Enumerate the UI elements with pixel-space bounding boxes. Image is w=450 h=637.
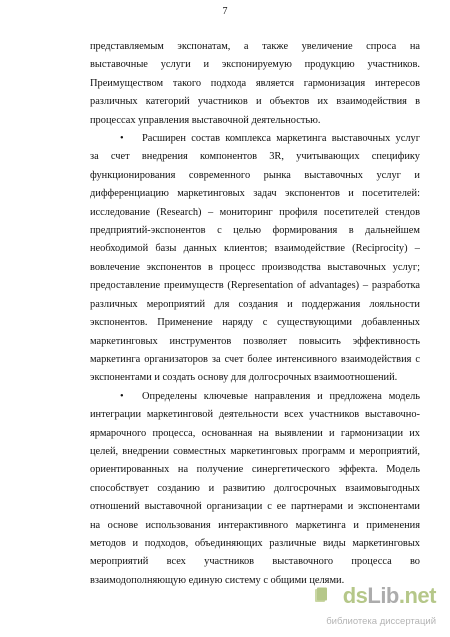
text-line: способствует созданию и развитию долгосрочных взаимовыгодных xyxy=(90,482,420,494)
text-line: ярмарочного процесса, основанная на выявлении и гармонизации их xyxy=(90,427,420,439)
text-line: на основе использования интерактивного маркетинга и применения xyxy=(90,519,420,531)
text-line: исследование (Research) – мониторинг профиля посетителей стендов xyxy=(90,206,420,218)
text-line: Определены ключевые направления и предложена модель xyxy=(142,390,420,402)
watermark-logo xyxy=(318,583,436,627)
text-line: маркетинговых инструментов позволяет повысить эффективность xyxy=(90,335,420,347)
text-line: дифференциацию маркетинговых задач экспонентов и посетителей: xyxy=(90,188,420,200)
text-line: интеграции маркетинговой деятельности всех участников выставочно- xyxy=(90,409,420,421)
text-line: различных мероприятий для создания и поддержания лояльности xyxy=(90,298,420,310)
text-line: за счет внедрения компонентов 3R, учитывающих специфику xyxy=(90,151,420,163)
text-line: предоставление преимуществ (Representation of advantages) – разработка xyxy=(90,280,420,292)
paragraph xyxy=(90,388,420,590)
text-line: необходимой базы данных клиентов; взаимодействие (Reciprocity) – xyxy=(90,243,420,255)
document-body xyxy=(90,38,420,590)
text-line: вовлечение экспонентов в процесс производства выставочных услуг; xyxy=(90,261,420,273)
bullet-line xyxy=(90,130,420,148)
text-line: экспонентами и создать основу для долгосрочных взаимоотношений. xyxy=(90,372,398,384)
watermark-subtitle: библиотека диссертаций xyxy=(326,616,436,627)
book-icon xyxy=(314,587,328,603)
watermark-lib: Lib xyxy=(367,583,399,608)
text-line: методов и подходов, объединяющих различные виды маркетинговых xyxy=(90,537,420,549)
text-line: экспонентов. Применение наряду с существующими добавленных xyxy=(90,317,420,329)
text-line: Преимуществом такого подхода является гармонизация интересов xyxy=(90,77,420,89)
text-line: целей, внедрении совместных маркетинговых программ и мероприятий, xyxy=(90,445,420,457)
paragraph xyxy=(90,38,420,130)
watermark-brand xyxy=(343,583,436,609)
paragraph xyxy=(90,130,420,388)
text-line: предприятий-экспонентов с целью формирования в дальнейшем xyxy=(90,225,420,237)
text-line: ориентированных на получение синергетического эффекта. Модель xyxy=(90,464,420,476)
page-number: 7 xyxy=(222,6,228,17)
text-line: взаимодополняющую единую систему с общими целями. xyxy=(90,574,345,586)
text-line: маркетинга организаторов за счет более интенсивного взаимодействия с xyxy=(90,353,420,365)
text-line: отношений выставочной организации с ее партнерами и экспонентами xyxy=(90,501,420,513)
watermark-ds: ds xyxy=(342,583,368,608)
text-line: Расширен состав комплекса маркетинга выставочных услуг xyxy=(142,133,420,145)
text-line: выставочные услуги и экспонируемую продукцию участников. xyxy=(90,59,420,71)
bullet-marker: • xyxy=(120,133,124,145)
text-line: представляемым экспонатам, а также увеличение спроса на xyxy=(90,41,420,52)
bullet-line xyxy=(90,388,420,406)
text-line: процессах управления выставочной деятельностью. xyxy=(90,114,321,126)
watermark-net: .net xyxy=(398,583,436,608)
bullet-marker: • xyxy=(120,390,124,402)
text-line: различных категорий участников и объектов их взаимодействия в xyxy=(90,96,420,108)
text-line: мероприятий всех участников выставочного процесса во xyxy=(90,556,420,568)
text-line: функционирования современного рынка выставочных услуг и xyxy=(90,169,420,181)
